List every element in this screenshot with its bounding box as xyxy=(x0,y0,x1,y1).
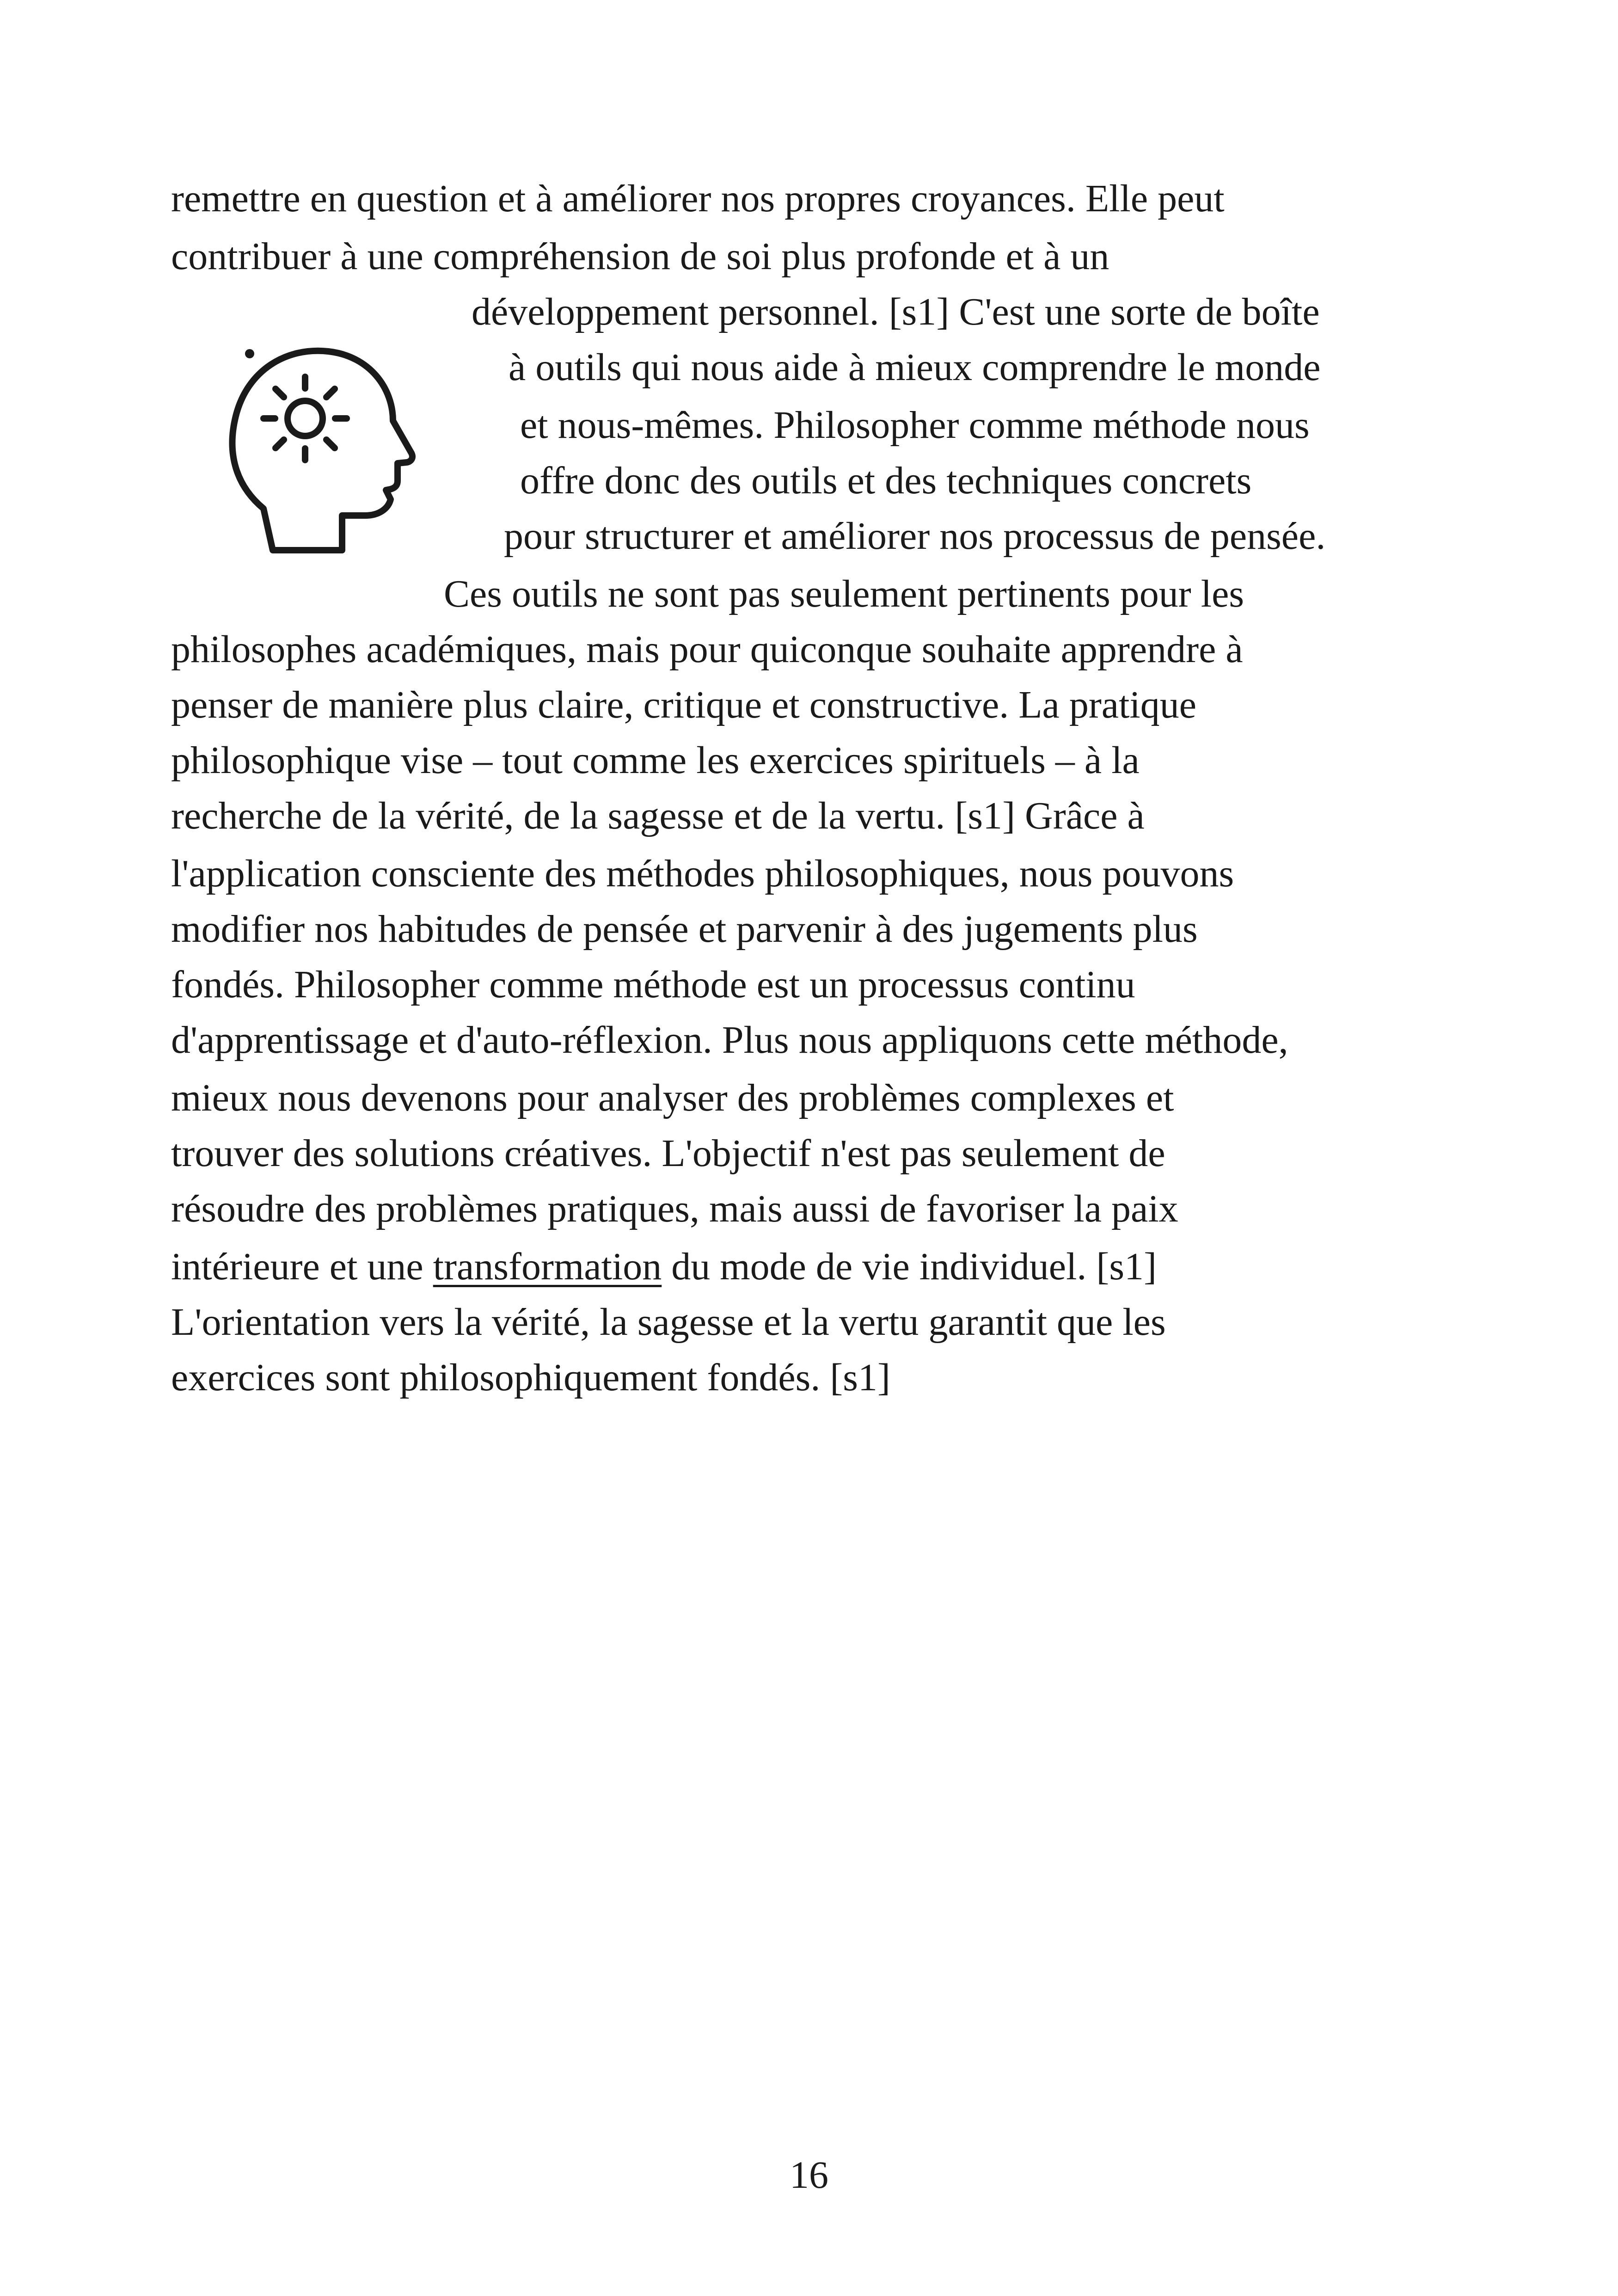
transformation-link[interactable]: transformation xyxy=(433,1245,662,1288)
body-line-19: résoudre des problèmes pratiques, mais aussi de favoriser la paix xyxy=(171,1187,1178,1230)
line-20-after: du mode de vie individuel. [s1] xyxy=(662,1245,1157,1288)
body-line-6: offre donc des outils et des techniques concrets xyxy=(520,459,1252,502)
body-line-20 xyxy=(171,1244,1456,1290)
line-20-before: intérieure et une xyxy=(171,1245,433,1288)
body-line-10: penser de manière plus claire, critique et constructive. La pratique xyxy=(171,683,1197,726)
body-line-12: recherche de la vérité, de la sagesse et de la vertu. [s1] Grâce à xyxy=(171,794,1145,837)
body-line-5: et nous-mêmes. Philosopher comme méthode nous xyxy=(520,404,1310,447)
body-line-21: L'orientation vers la vérité, la sagesse et la vertu garantit que les xyxy=(171,1301,1166,1344)
body-line-16: d'apprentissage et d'auto-réflexion. Plus nous appliquons cette méthode, xyxy=(171,1019,1288,1062)
page-number: 16 xyxy=(790,2154,828,2197)
body-line-2: contribuer à une compréhension de soi plus profonde et à un xyxy=(171,235,1109,278)
body-line-22: exercices sont philosophiquement fondés. [s1] xyxy=(171,1356,890,1399)
body-line-15: fondés. Philosopher comme méthode est un processus continu xyxy=(171,963,1135,1006)
body-line-4: à outils qui nous aide à mieux comprendre le monde xyxy=(509,346,1321,389)
body-line-18: trouver des solutions créatives. L'objectif n'est pas seulement de xyxy=(171,1132,1165,1175)
body-line-8: Ces outils ne sont pas seulement pertinents pour les xyxy=(444,572,1244,615)
body-line-7: pour structurer et améliorer nos processus de pensée. xyxy=(504,515,1326,558)
body-line-13: l'application consciente des méthodes philosophiques, nous pouvons xyxy=(171,852,1234,895)
body-line-1: remettre en question et à améliorer nos propres croyances. Elle peut xyxy=(171,177,1225,220)
body-line-11: philosophique vise – tout comme les exercices spirituels – à la xyxy=(171,739,1140,782)
body-line-3: développement personnel. [s1] C'est une sorte de boîte xyxy=(472,290,1320,333)
body-line-14: modifier nos habitudes de pensée et parvenir à des jugements plus xyxy=(171,908,1198,951)
body-line-9: philosophes académiques, mais pour quiconque souhaite apprendre à xyxy=(171,628,1243,671)
body-line-17: mieux nous devenons pour analyser des problèmes complexes et xyxy=(171,1076,1174,1119)
head-with-sun-icon xyxy=(227,333,430,564)
